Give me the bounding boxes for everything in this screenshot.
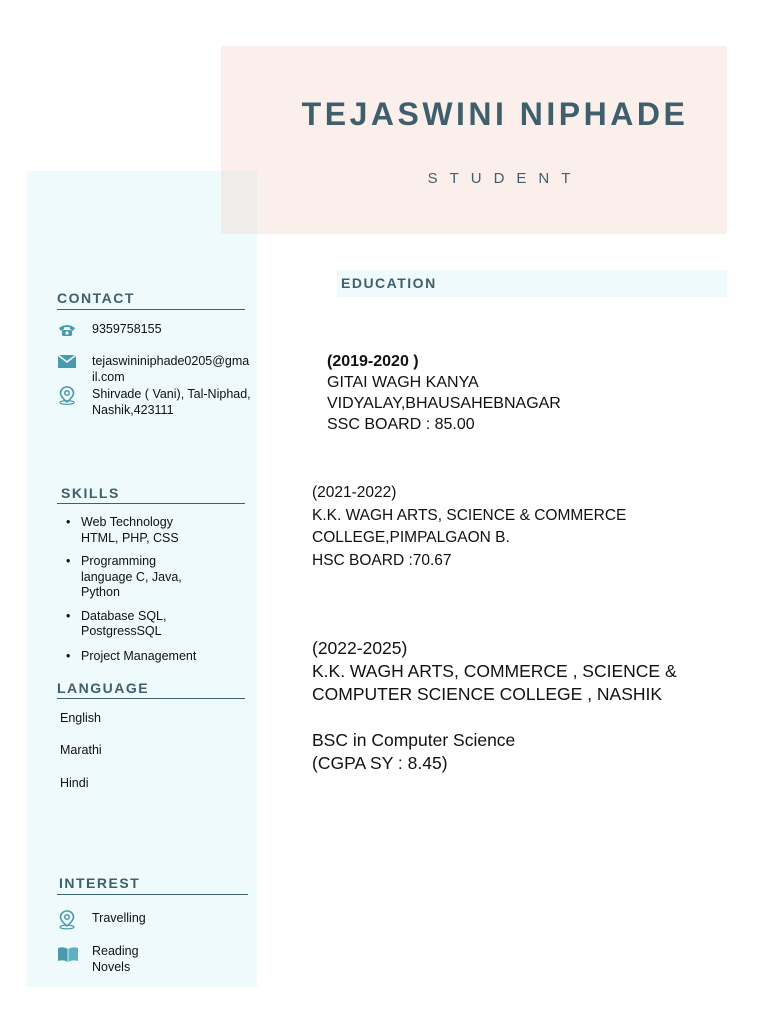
contact-heading: CONTACT xyxy=(57,290,135,306)
language-item: English xyxy=(60,711,101,725)
language-item: Marathi xyxy=(60,743,102,757)
email-line-1: tejaswininiphade0205@gma xyxy=(92,354,250,368)
phone-icon xyxy=(57,321,77,339)
book-icon xyxy=(57,943,79,963)
education-result: HSC BOARD :70.67 xyxy=(312,551,452,569)
contact-phone-row xyxy=(57,321,257,339)
email-address[interactable] xyxy=(92,353,257,385)
education-institution-line: COLLEGE,PIMPALGAON B. xyxy=(312,529,510,546)
skills-list xyxy=(64,515,254,664)
education-entry xyxy=(327,351,561,435)
interest-divider xyxy=(57,894,248,895)
address-line-2: Nashik,423111 xyxy=(92,403,174,417)
interest-heading: INTEREST xyxy=(59,875,141,891)
skills-divider xyxy=(57,503,245,504)
interest-label: Reading Novels xyxy=(92,944,139,974)
education-degree xyxy=(312,729,515,775)
interest-travelling-row xyxy=(57,910,257,930)
contact-divider xyxy=(57,309,245,310)
education-institution-line: VIDYALAY,BHAUSAHEBNAGAR xyxy=(327,395,561,412)
education-years: (2022-2025) xyxy=(312,638,408,658)
education-years: (2019-2020 ) xyxy=(327,353,419,370)
skills-heading: SKILLS xyxy=(61,485,120,501)
location-pin-icon xyxy=(57,910,79,930)
skill-item: • Web Technology HTML, PHP, CSS xyxy=(64,515,254,546)
language-divider xyxy=(57,698,245,699)
header-background xyxy=(221,46,727,234)
mail-icon xyxy=(57,353,77,371)
education-institution-line: K.K. WAGH ARTS, SCIENCE & COMMERCE xyxy=(312,506,627,524)
skill-item: • Database SQL, PostgressSQL xyxy=(64,609,254,640)
education-degree-name: BSC in Computer Science xyxy=(312,730,516,750)
education-institution-line: GITAI WAGH KANYA xyxy=(327,374,479,391)
education-result: (CGPA SY : 8.45) xyxy=(312,753,448,773)
skill-item: • Project Management xyxy=(64,649,254,665)
interest-label: Travelling xyxy=(92,911,146,925)
contact-address-row xyxy=(57,386,257,418)
email-line-2: il.com xyxy=(92,370,125,384)
language-item: Hindi xyxy=(60,776,89,790)
education-institution-line: COMPUTER SCIENCE COLLEGE , NASHIK xyxy=(312,684,663,704)
address-line-1: Shirvade ( Vani), Tal-Niphad, xyxy=(92,387,251,401)
education-years: (2021-2022) xyxy=(312,484,397,501)
postal-address xyxy=(92,386,257,418)
candidate-name: TEJASWINI NIPHADE xyxy=(301,96,689,132)
education-heading: EDUCATION xyxy=(341,275,437,291)
education-entry xyxy=(312,482,626,572)
candidate-role: STUDENT xyxy=(427,170,583,187)
education-result: SSC BOARD : 85.00 xyxy=(327,416,475,433)
skill-item: • Programming language C, Java, Python xyxy=(64,554,254,601)
education-institution-line: K.K. WAGH ARTS, COMMERCE , SCIENCE & xyxy=(312,661,677,681)
contact-email-row xyxy=(57,353,257,385)
location-pin-icon xyxy=(57,386,77,404)
education-entry xyxy=(312,637,677,706)
language-heading: LANGUAGE xyxy=(57,680,150,696)
phone-number[interactable]: 9359758155 xyxy=(92,322,162,336)
interest-reading-row xyxy=(57,943,257,977)
